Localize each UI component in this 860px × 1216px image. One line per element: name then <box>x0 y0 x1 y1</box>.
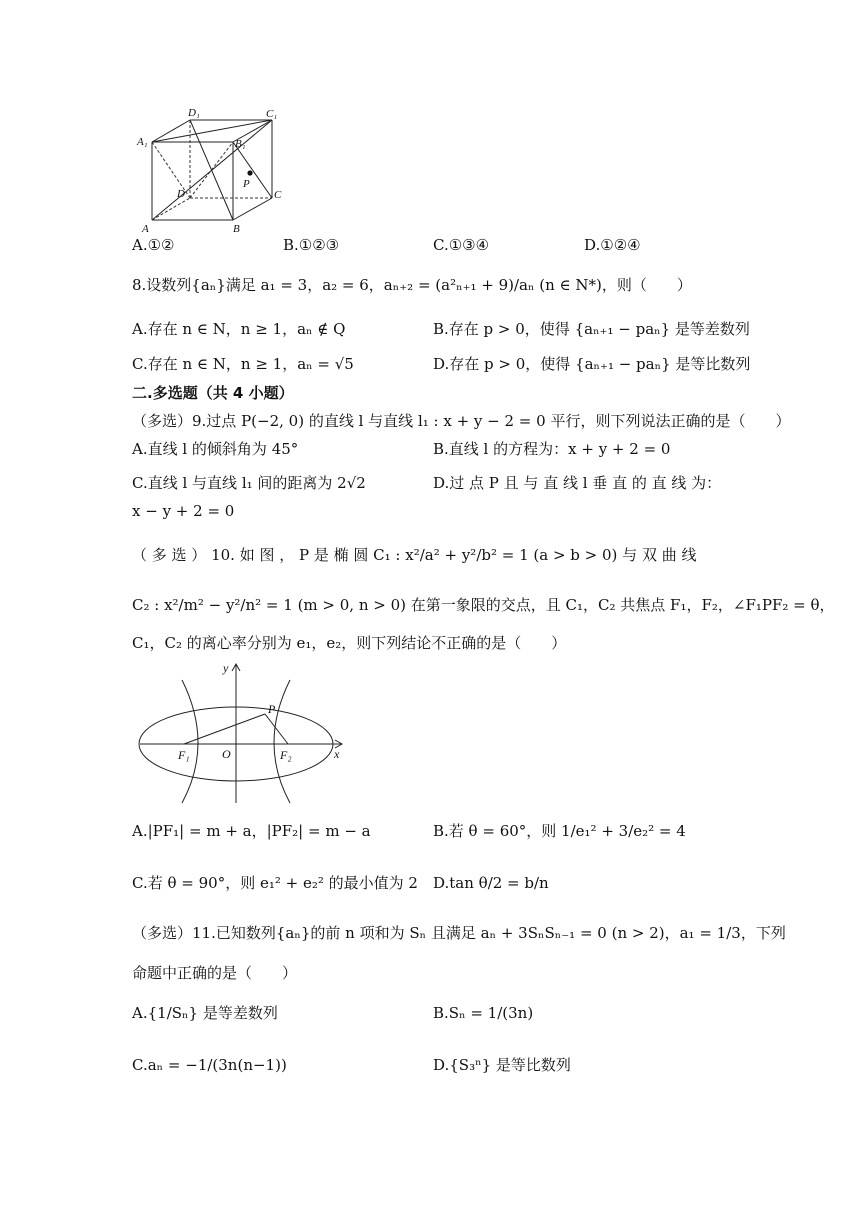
q10-stem-line3: C₁，C₂ 的离心率分别为 e₁，e₂，则下列结论不正确的是（ ） <box>132 634 567 652</box>
label-y-axis: y <box>223 661 229 675</box>
q9-option-d-continued: x − y + 2 = 0 <box>132 502 235 520</box>
label-a1: A₁ <box>137 136 148 148</box>
q11-stem-line1: （多选）11.已知数列{aₙ}的前 n 项和为 Sₙ 且满足 aₙ + 3SₙSₙ₋₁ = 0 (n > 2)，a₁ = 1/3，下列 <box>132 924 786 942</box>
section-title: 二.多选题（共 4 小题） <box>132 384 294 402</box>
label-f2: F₂ <box>280 748 292 762</box>
ellipse-hyperbola-figure <box>130 658 352 806</box>
q11-option-b: B.Sₙ = 1/(3n) <box>433 1004 534 1022</box>
label-f1: F₁ <box>178 748 190 762</box>
q8-stem: 8.设数列{aₙ}满足 a₁ = 3，a₂ = 6，aₙ₊₂ = (a²ₙ₊₁ + 9)/aₙ (n ∈ N*)，则（ ） <box>132 276 692 294</box>
label-o: O <box>222 747 231 761</box>
q11-option-d: D.{S₃ⁿ} 是等比数列 <box>433 1056 571 1074</box>
q10-option-d: D.tan θ/2 = b/n <box>433 874 549 892</box>
q8-option-c: C.存在 n ∈ N，n ≥ 1，aₙ = √5 <box>132 355 354 373</box>
q11-stem-line2: 命题中正确的是（ ） <box>132 964 298 982</box>
label-d: D <box>177 188 185 200</box>
q7-option-b: B.①②③ <box>283 236 340 254</box>
q10-stem-line2: C₂ : x²/m² − y²/n² = 1 (m > 0, n > 0) 在第一象限的交点，且 C₁，C₂ 共焦点 F₁，F₂，∠F₁PF₂ = θ， <box>132 596 835 614</box>
q9-option-c: C.直线 l 与直线 l₁ 间的距离为 2√2 <box>132 474 366 492</box>
cube-figure <box>130 100 300 235</box>
q8-option-d: D.存在 p > 0，使得 {aₙ₊₁ − paₙ} 是等比数列 <box>433 355 751 373</box>
q7-option-a: A.①② <box>132 236 175 254</box>
q8-option-a: A.存在 n ∈ N，n ≥ 1，aₙ ∉ Q <box>132 320 346 338</box>
q7-option-c: C.①③④ <box>433 236 490 254</box>
q9-stem: （多选）9.过点 P(−2, 0) 的直线 l 与直线 l₁ : x + y − 2 = 0 平行，则下列说法正确的是（ ） <box>132 412 791 430</box>
point-p <box>247 170 252 175</box>
label-p: P <box>243 178 250 190</box>
q11-option-c: C.aₙ = −1/(3n(n−1)) <box>132 1056 287 1074</box>
q8-option-b: B.存在 p > 0，使得 {aₙ₊₁ − paₙ} 是等差数列 <box>433 320 750 338</box>
q7-option-d: D.①②④ <box>584 236 641 254</box>
label-d1: D₁ <box>188 107 200 119</box>
label-b1: B₁ <box>235 138 246 150</box>
q10-option-c: C.若 θ = 90°，则 e₁² + e₂² 的最小值为 2 <box>132 874 418 892</box>
label-c: C <box>274 189 282 201</box>
label-c1: C₁ <box>266 108 278 120</box>
label-b: B <box>233 223 240 235</box>
label-x-axis: x <box>334 747 340 761</box>
q10-stem-line1: （ 多 选 ） 10. 如 图 ， P 是 椭 圆 C₁ : x²/a² + y²/b² = 1 (a > b > 0) 与 双 曲 线 <box>132 546 697 564</box>
label-a: A <box>142 223 149 235</box>
q11-option-a: A.{1/Sₙ} 是等差数列 <box>132 1004 278 1022</box>
q9-option-b: B.直线 l 的方程为：x + y + 2 = 0 <box>433 440 671 458</box>
label-p: P <box>268 702 276 716</box>
q9-option-d: D.过 点 P 且 与 直 线 l 垂 直 的 直 线 为： <box>433 474 722 492</box>
q10-option-a: A.|PF₁| = m + a，|PF₂| = m − a <box>132 822 371 840</box>
q10-option-b: B.若 θ = 60°，则 1/e₁² + 3/e₂² = 4 <box>433 822 686 840</box>
q9-option-a: A.直线 l 的倾斜角为 45° <box>132 440 299 458</box>
